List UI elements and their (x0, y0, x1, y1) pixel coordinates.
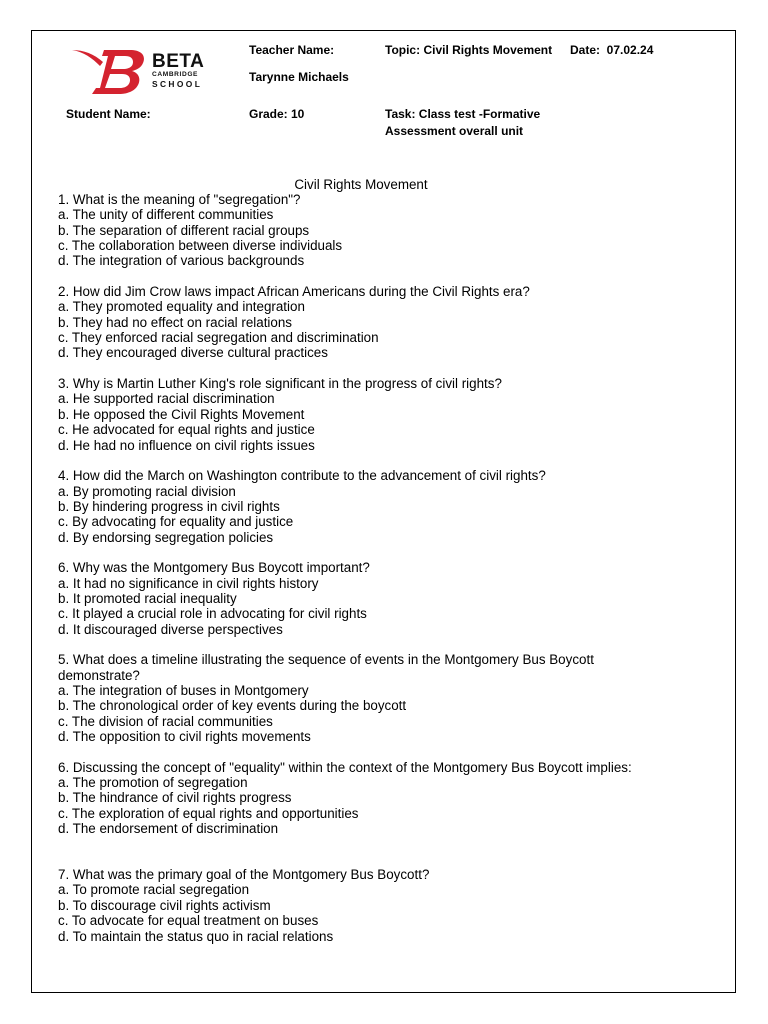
question-text: 3. Why is Martin Luther King's role significant in the progress of civil rights? (58, 376, 502, 392)
answer-option: b. They had no effect on racial relations (58, 314, 292, 330)
document-title: Civil Rights Movement (294, 177, 428, 192)
question-text: 5. What does a timeline illustrating the sequence of events in the Montgomery Bus Boycott demonstrate? (58, 652, 594, 683)
task-field-line1: Task: Class test -Formative (385, 107, 541, 121)
answer-option: a. The unity of different communities (58, 207, 274, 223)
answer-option: a. The promotion of segregation (58, 775, 248, 791)
answer-option: b. The hindrance of civil rights progress (58, 790, 292, 806)
answer-option: a. By promoting racial division (58, 483, 236, 499)
question-block (58, 760, 728, 837)
answer-option: b. The separation of different racial groups (58, 222, 310, 238)
answer-option: c. They enforced racial segregation and discrimination (58, 330, 379, 346)
answer-option: d. They encouraged diverse cultural practices (58, 345, 328, 361)
grade-field: Grade: 10 (249, 107, 305, 121)
question-text: 7. What was the primary goal of the Montgomery Bus Boycott? (58, 867, 430, 883)
date-field: Date: 07.02.24 (570, 43, 654, 57)
answer-option: b. It promoted racial inequality (58, 590, 237, 606)
topic-field: Topic: Civil Rights Movement (385, 43, 553, 57)
logo-b-icon (70, 44, 150, 96)
answer-option: c. By advocating for equality and justice (58, 514, 294, 530)
answer-option: d. The endorsement of discrimination (58, 821, 279, 837)
answer-option: d. By endorsing segregation policies (58, 529, 274, 545)
answer-option: d. The integration of various backgrounds (58, 253, 305, 269)
answer-option: b. He opposed the Civil Rights Movement (58, 406, 305, 422)
answer-option: d. He had no influence on civil rights issues (58, 437, 315, 453)
question-text: 1. What is the meaning of "segregation"? (58, 192, 301, 207)
question-text: 4. How did the March on Washington contribute to the advancement of civil rights? (58, 468, 546, 484)
answer-option: b. By hindering progress in civil rights (58, 498, 280, 514)
answer-option: a. To promote racial segregation (58, 882, 250, 898)
student-name-label: Student Name: (66, 107, 151, 121)
question-block (58, 560, 728, 637)
question-block (58, 284, 728, 361)
answer-option: c. To advocate for equal treatment on buses (58, 913, 319, 929)
question-block (58, 867, 728, 944)
answer-option: b. The chronological order of key events during the boycott (58, 698, 407, 714)
answer-option: a. It had no significance in civil rights history (58, 575, 319, 591)
answer-option: d. It discouraged diverse perspectives (58, 621, 283, 637)
answer-option: c. The division of racial communities (58, 713, 273, 729)
logo-line2: CAMBRIDGE (152, 71, 199, 78)
answer-option: a. They promoted equality and integration (58, 299, 305, 315)
task-field-line2: Assessment overall unit (385, 124, 524, 138)
teacher-name-label: Teacher Name: (249, 43, 335, 57)
teacher-name-value: Tarynne Michaels (249, 70, 349, 84)
answer-option: c. The collaboration between diverse individuals (58, 238, 343, 254)
answer-option: d. To maintain the status quo in racial relations (58, 928, 334, 944)
answer-option: b. To discourage civil rights activism (58, 897, 271, 913)
question-text: 6. Why was the Montgomery Bus Boycott important? (58, 560, 370, 576)
answer-option: c. The exploration of equal rights and opportunities (58, 805, 359, 821)
answer-option: c. He advocated for equal rights and justice (58, 422, 315, 438)
question-text: 6. Discussing the concept of "equality" within the context of the Montgomery Bus Boycott implies: (58, 759, 632, 775)
answer-option: a. He supported racial discrimination (58, 391, 275, 407)
logo-line3: SCHOOL (152, 78, 203, 89)
answer-option: a. The integration of buses in Montgomery (58, 683, 309, 698)
answer-option: d. The opposition to civil rights movements (58, 729, 311, 745)
logo-wordmark (152, 52, 204, 88)
question-block (58, 376, 728, 453)
question-text: 2. How did Jim Crow laws impact African Americans during the Civil Rights era? (58, 284, 530, 300)
logo-brand: BETA (152, 51, 205, 72)
question-list (58, 192, 728, 959)
answer-option: c. It played a crucial role in advocating for civil rights (58, 606, 367, 622)
question-block (58, 468, 728, 545)
question-block (58, 192, 728, 269)
question-block (58, 652, 728, 744)
